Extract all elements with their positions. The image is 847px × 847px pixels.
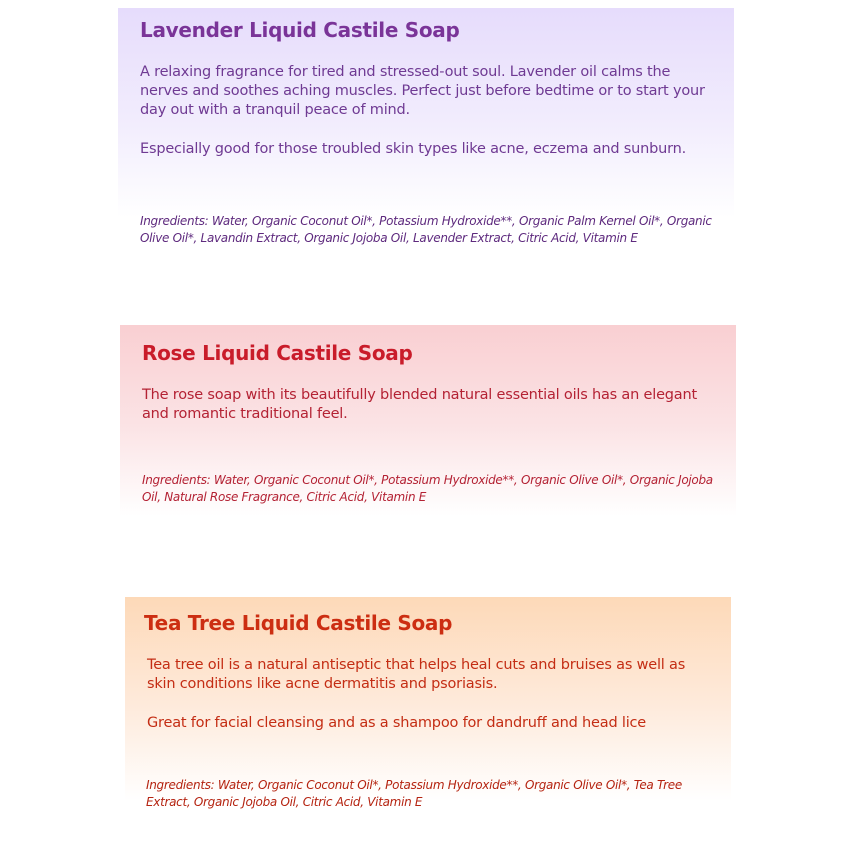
product-card-rose — [120, 325, 736, 550]
product-description: Especially good for those troubled skin types like acne, eczema and sunburn. — [140, 141, 687, 157]
product-ingredients: Ingredients: Water, Organic Coconut Oil*, Potassium Hydroxide**, Organic Palm Kernel Oil*, Organic Olive Oil*, Lavandin Extract, Organic Jojoba Oil, Lavender Extract, Citric Acid, Vitamin E — [140, 214, 712, 245]
product-ingredients: Ingredients: Water, Organic Coconut Oil*, Potassium Hydroxide**, Organic Olive Oil*, Tea Tree Extract, Organic Jojoba Oil, Citric Acid, Vitamin E — [146, 778, 682, 809]
product-description: A relaxing fragrance for tired and stressed-out soul. Lavender oil calms the nerves and soothes aching muscles. Perfect just before bedtime or to start your day out with a tranquil peace of mind. — [140, 64, 705, 118]
product-description: Tea tree oil is a natural antiseptic that helps heal cuts and bruises as well as skin conditions like acne dermatitis and psoriasis. — [147, 657, 686, 692]
product-card-tea-tree — [125, 597, 731, 837]
product-title: Tea Tree Liquid Castile Soap — [144, 611, 453, 635]
product-title: Lavender Liquid Castile Soap — [140, 18, 460, 42]
product-title: Rose Liquid Castile Soap — [142, 341, 413, 365]
product-ingredients: Ingredients: Water, Organic Coconut Oil*, Potassium Hydroxide**, Organic Olive Oil*, Organic Jojoba Oil, Natural Rose Fragrance, Citric Acid, Vitamin E — [142, 473, 713, 504]
product-description: Great for facial cleansing and as a shampoo for dandruff and head lice — [147, 715, 647, 731]
product-card-lavender — [118, 8, 734, 270]
product-description: The rose soap with its beautifully blended natural essential oils has an elegant and romantic traditional feel. — [142, 387, 697, 422]
